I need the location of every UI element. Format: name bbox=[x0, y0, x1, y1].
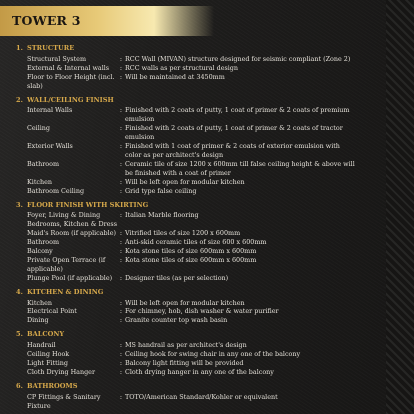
spec-row bbox=[0, 229, 390, 238]
spec-value: Ceramic tile of size 1200 x 600mm till false ceiling height & above will be finished with a coat of primer bbox=[125, 159, 355, 177]
spec-row bbox=[0, 187, 390, 196]
colon-separator: : bbox=[119, 106, 123, 115]
title-banner bbox=[0, 6, 214, 36]
section-heading bbox=[16, 44, 390, 53]
spec-row bbox=[0, 55, 390, 64]
section-1 bbox=[0, 44, 390, 91]
section-title: BATHROOMS bbox=[27, 381, 78, 390]
spec-value: Designer tiles (as per selection) bbox=[125, 273, 229, 282]
spec-label: Light Fitting bbox=[27, 359, 68, 367]
spec-label: Electrical Point bbox=[27, 307, 77, 316]
colon-separator: : bbox=[119, 211, 123, 220]
spec-row bbox=[0, 307, 390, 316]
spec-value: Ceiling hook for swing chair in any one of the balcony bbox=[125, 350, 301, 359]
spec-value: For chimney, hob, dish washer & water purifier bbox=[125, 307, 279, 316]
spec-label: Bathroom Ceiling bbox=[27, 186, 85, 195]
spec-label: Plunge Pool (if applicable) bbox=[27, 273, 113, 282]
colon-separator: : bbox=[119, 186, 123, 195]
spec-label: Dining bbox=[27, 316, 49, 325]
spec-label: Maid's Room (if applicable) bbox=[27, 229, 116, 238]
colon-separator bbox=[117, 220, 125, 229]
section-4 bbox=[0, 288, 390, 326]
spec-row bbox=[0, 256, 390, 274]
section-heading bbox=[16, 288, 390, 297]
spec-row bbox=[0, 178, 390, 187]
spec-row bbox=[0, 393, 390, 411]
section-title: BALCONY bbox=[27, 330, 65, 339]
diagonal-stripe-border bbox=[386, 0, 414, 414]
colon-separator: : bbox=[119, 159, 123, 168]
spec-label: Structural System bbox=[27, 54, 86, 63]
colon-separator: : bbox=[119, 359, 123, 367]
spec-row bbox=[0, 220, 390, 229]
section-heading bbox=[16, 201, 390, 210]
section-heading bbox=[16, 330, 390, 339]
spec-value: Granite counter top wash basin bbox=[125, 316, 228, 325]
spec-label: Internal Walls bbox=[27, 106, 73, 115]
spec-value: Italian Marble flooring bbox=[125, 211, 199, 220]
section-2 bbox=[0, 96, 390, 196]
colon-separator: : bbox=[119, 63, 123, 72]
spec-value: Will be left open for modular kitchen bbox=[125, 177, 245, 186]
spec-label: Handrail bbox=[27, 341, 56, 350]
spec-label: Balcony bbox=[27, 247, 53, 256]
spec-value bbox=[125, 220, 357, 229]
spec-value: Balcony light fitting will be provided bbox=[125, 359, 244, 367]
spec-value: RCC walls as per structural design bbox=[125, 63, 239, 72]
spec-row bbox=[0, 73, 390, 91]
colon-separator: : bbox=[119, 255, 123, 264]
colon-separator: : bbox=[119, 124, 123, 133]
colon-separator: : bbox=[119, 142, 123, 151]
spec-label: Floor to Floor Height (incl. slab) bbox=[27, 72, 115, 90]
section-title: WALL/CEILING FINISH bbox=[27, 95, 114, 104]
spec-label: Ceiling bbox=[27, 124, 51, 133]
spec-label: Kitchen bbox=[27, 177, 52, 186]
spec-value: Will be maintained at 3450mm bbox=[125, 72, 225, 81]
spec-row bbox=[0, 247, 390, 256]
colon-separator: : bbox=[119, 54, 123, 63]
spec-label: External & Internal walls bbox=[27, 63, 110, 72]
spec-label: Bathroom bbox=[27, 238, 59, 247]
spec-value: Finished with 1 coat of primer & 2 coats of exterior emulsion with color as per architect's design bbox=[125, 142, 340, 159]
section-number: 1. bbox=[16, 44, 23, 52]
specification-list bbox=[0, 44, 390, 414]
spec-label: Bedrooms, Kitchen & Dress bbox=[27, 220, 117, 229]
spec-row bbox=[0, 142, 390, 160]
spec-value: Finished with 2 coats of putty, 1 coat of primer & 2 coats of tractor emulsion bbox=[125, 124, 343, 142]
spec-value: RCC Wall (MIVAN) structure designed for seismic compliant (Zone 2) bbox=[125, 54, 351, 63]
spec-row bbox=[0, 316, 390, 325]
spec-row bbox=[0, 160, 390, 178]
spec-label: Ceiling Hook bbox=[27, 350, 70, 359]
spec-value: TOTO/American Standard/Kohler or equivalent bbox=[125, 392, 278, 401]
colon-separator: : bbox=[119, 238, 123, 247]
spec-value: Kota stone tiles of size 600mm x 600mm bbox=[125, 247, 257, 256]
spec-row bbox=[0, 106, 390, 124]
colon-separator: : bbox=[119, 273, 123, 282]
spec-row bbox=[0, 359, 390, 368]
spec-label: Bathroom bbox=[27, 159, 59, 168]
section-5 bbox=[0, 330, 390, 377]
colon-separator: : bbox=[119, 307, 123, 316]
colon-separator: : bbox=[119, 229, 123, 238]
section-heading bbox=[16, 382, 390, 391]
spec-value: Kota stone tiles of size 600mm x 600mm bbox=[125, 255, 257, 264]
section-title: FLOOR FINISH WITH SKIRTING bbox=[27, 200, 149, 209]
spec-value: Anti-skid ceramic tiles of size 600 x 600mm bbox=[125, 238, 267, 247]
colon-separator: : bbox=[119, 247, 123, 256]
colon-separator: : bbox=[119, 350, 123, 359]
spec-label: Cloth Drying Hanger bbox=[27, 367, 95, 376]
spec-label: Private Open Terrace (if applicable) bbox=[27, 255, 106, 273]
colon-separator: : bbox=[119, 177, 123, 186]
spec-label: Foyer, Living & Dining bbox=[27, 211, 101, 220]
spec-row bbox=[0, 238, 390, 247]
spec-value: MS handrail as per architect's design bbox=[125, 341, 247, 350]
section-number: 5. bbox=[16, 330, 23, 339]
section-number: 4. bbox=[16, 287, 23, 296]
spec-row bbox=[0, 368, 390, 377]
spec-value: Cloth drying hanger in any one of the balcony bbox=[125, 367, 274, 376]
spec-row bbox=[0, 64, 390, 73]
colon-separator: : bbox=[119, 341, 123, 350]
colon-separator: : bbox=[119, 367, 123, 376]
section-number: 6. bbox=[16, 381, 23, 390]
section-6 bbox=[0, 382, 390, 411]
spec-value: Will be left open for modular kitchen bbox=[125, 298, 245, 307]
spec-label: CP Fittings & Sanitary Fixture bbox=[27, 392, 101, 410]
spec-row bbox=[0, 299, 390, 308]
spec-value: Finished with 2 coats of putty, 1 coat of primer & 2 coats of premium emulsion bbox=[125, 106, 350, 124]
section-number: 2. bbox=[16, 95, 23, 104]
spec-value: Grid type false ceiling bbox=[125, 186, 197, 195]
spec-row bbox=[0, 341, 390, 350]
spec-row bbox=[0, 211, 390, 220]
spec-row bbox=[0, 274, 390, 283]
spec-label: Kitchen bbox=[27, 298, 52, 307]
colon-separator: : bbox=[119, 392, 123, 401]
colon-separator: : bbox=[119, 72, 123, 81]
section-title: KITCHEN & DINING bbox=[27, 287, 104, 296]
section-title: STRUCTURE bbox=[27, 44, 75, 52]
spec-row bbox=[0, 350, 390, 359]
section-heading bbox=[16, 96, 390, 105]
colon-separator: : bbox=[119, 316, 123, 325]
spec-row bbox=[0, 124, 390, 142]
section-number: 3. bbox=[16, 200, 23, 209]
spec-value: Vitrified tiles of size 1200 x 600mm bbox=[125, 229, 241, 238]
spec-label: Exterior Walls bbox=[27, 142, 73, 151]
section-3 bbox=[0, 201, 390, 283]
page-title: TOWER 3 bbox=[12, 13, 81, 28]
colon-separator: : bbox=[119, 298, 123, 307]
